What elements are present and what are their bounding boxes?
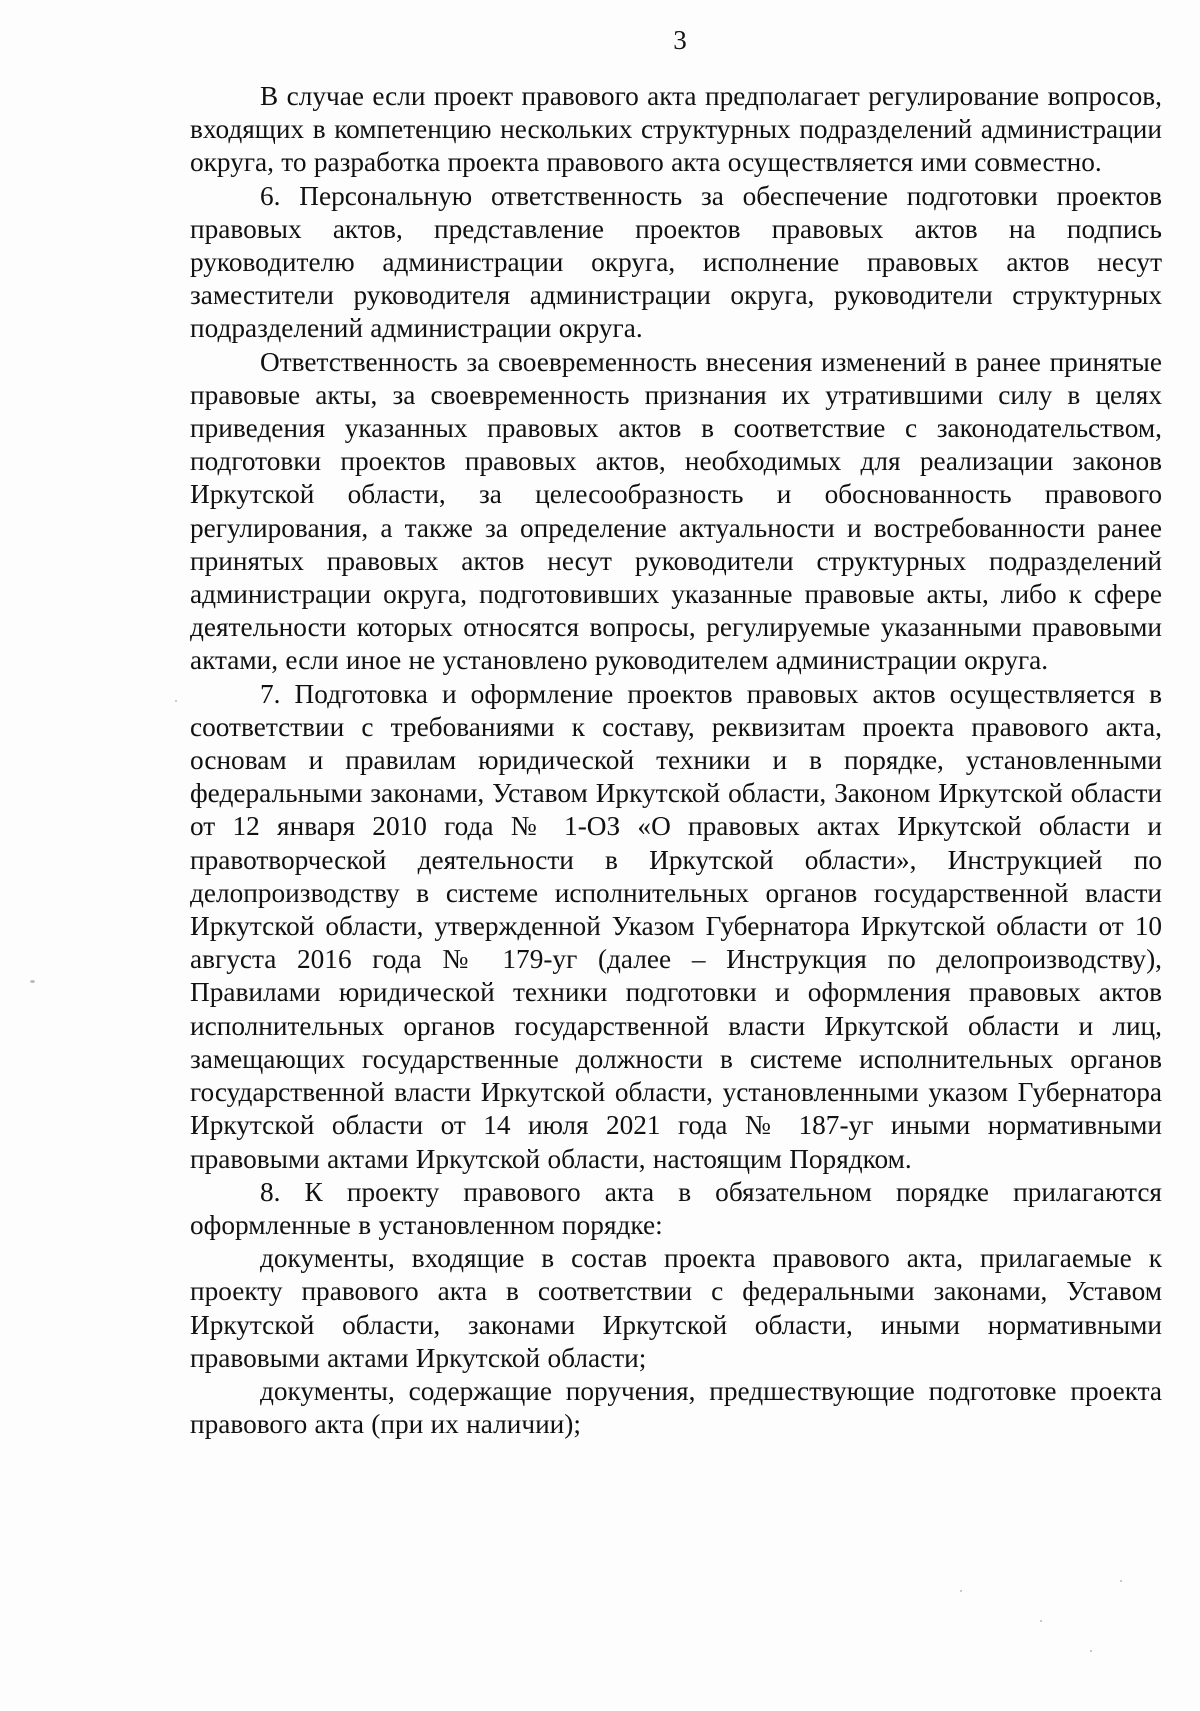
scan-speck [960, 1590, 962, 1592]
paragraph: документы, содержащие поручения, предшествующие подготовке проекта правового акта (при их наличии); [190, 1375, 1162, 1440]
page-number: 3 [673, 25, 687, 55]
document-body [190, 80, 1162, 1441]
paragraph: В случае если проект правового акта предполагает регулирование вопросов, входящих в компетенцию нескольких структурных подразделений администрации округа, то разработка проекта правового акта осуществляется ими совместно. [190, 81, 1162, 178]
paragraph: 6. Персональную ответственность за обеспечение подготовки проектов правовых актов, представление проектов правовых актов на подпись руководителю администрации округа, исполнение правовых актов несут заместители руководителя администрации округа, руководители структурных подразделений администрации округа. [190, 180, 1162, 344]
scan-speck [1040, 1620, 1042, 1622]
paragraph: 7. Подготовка и оформление проектов правовых актов осуществляется в соответствии с требованиями к составу, реквизитам проекта правового акта, основам и правилам юридической техники и в порядке, установленными федеральными законами, Уставом Иркутской области, Законом Иркутской области от 12 января 2010 года № 1-ОЗ «О правовых актах Иркутской области и правотворческой деятельности в Иркутской области», Инструкцией по делопроизводству в системе исполнительных органов государственной власти Иркутской области, утвержденной Указом Губернатора Иркутской области от 10 августа 2016 года № 179-уг (далее – Инструкция по делопроизводству), Правилами юридической техники подготовки и оформления правовых актов исполнительных органов государственной власти Иркутской области и лиц, замещающих государственные должности в системе исполнительных органов государственной власти Иркутской области, установленными указом Губернатора Иркутской области от 14 июля 2021 года № 187-уг иными нормативными правовыми актами Иркутской области, настоящим Порядком. [190, 678, 1162, 1174]
scan-speck [1120, 1580, 1122, 1582]
paragraph: документы, входящие в состав проекта правового акта, прилагаемые к проекту правового акта в соответствии с федеральными законами, Уставом Иркутской области, законами Иркутской области, иными нормативными правовыми актами Иркутской области; [190, 1243, 1162, 1373]
scan-speck [175, 700, 177, 702]
paragraph: 8. К проекту правового акта в обязательном порядке прилагаются оформленные в установленном порядке: [190, 1176, 1162, 1240]
paragraph: Ответственность за своевременность внесения изменений в ранее принятые правовые акты, за своевременность признания их утратившими силу в целях приведения указанных правовых актов в соответствие с законодательством, подготовки проектов правовых актов, необходимых для реализации законов Иркутской области, за целесообразность и обоснованность правового регулирования, а также за определение актуальности и востребованности ранее принятых правовых актов несут руководители структурных подразделений администрации округа, подготовивших указанные правовые акты, либо к сфере деятельности которых относятся вопросы, регулируемые указанными правовыми актами, если иное не установлено руководителем администрации округа. [190, 346, 1162, 676]
scan-speck [30, 980, 35, 983]
scan-speck [1090, 1650, 1092, 1652]
